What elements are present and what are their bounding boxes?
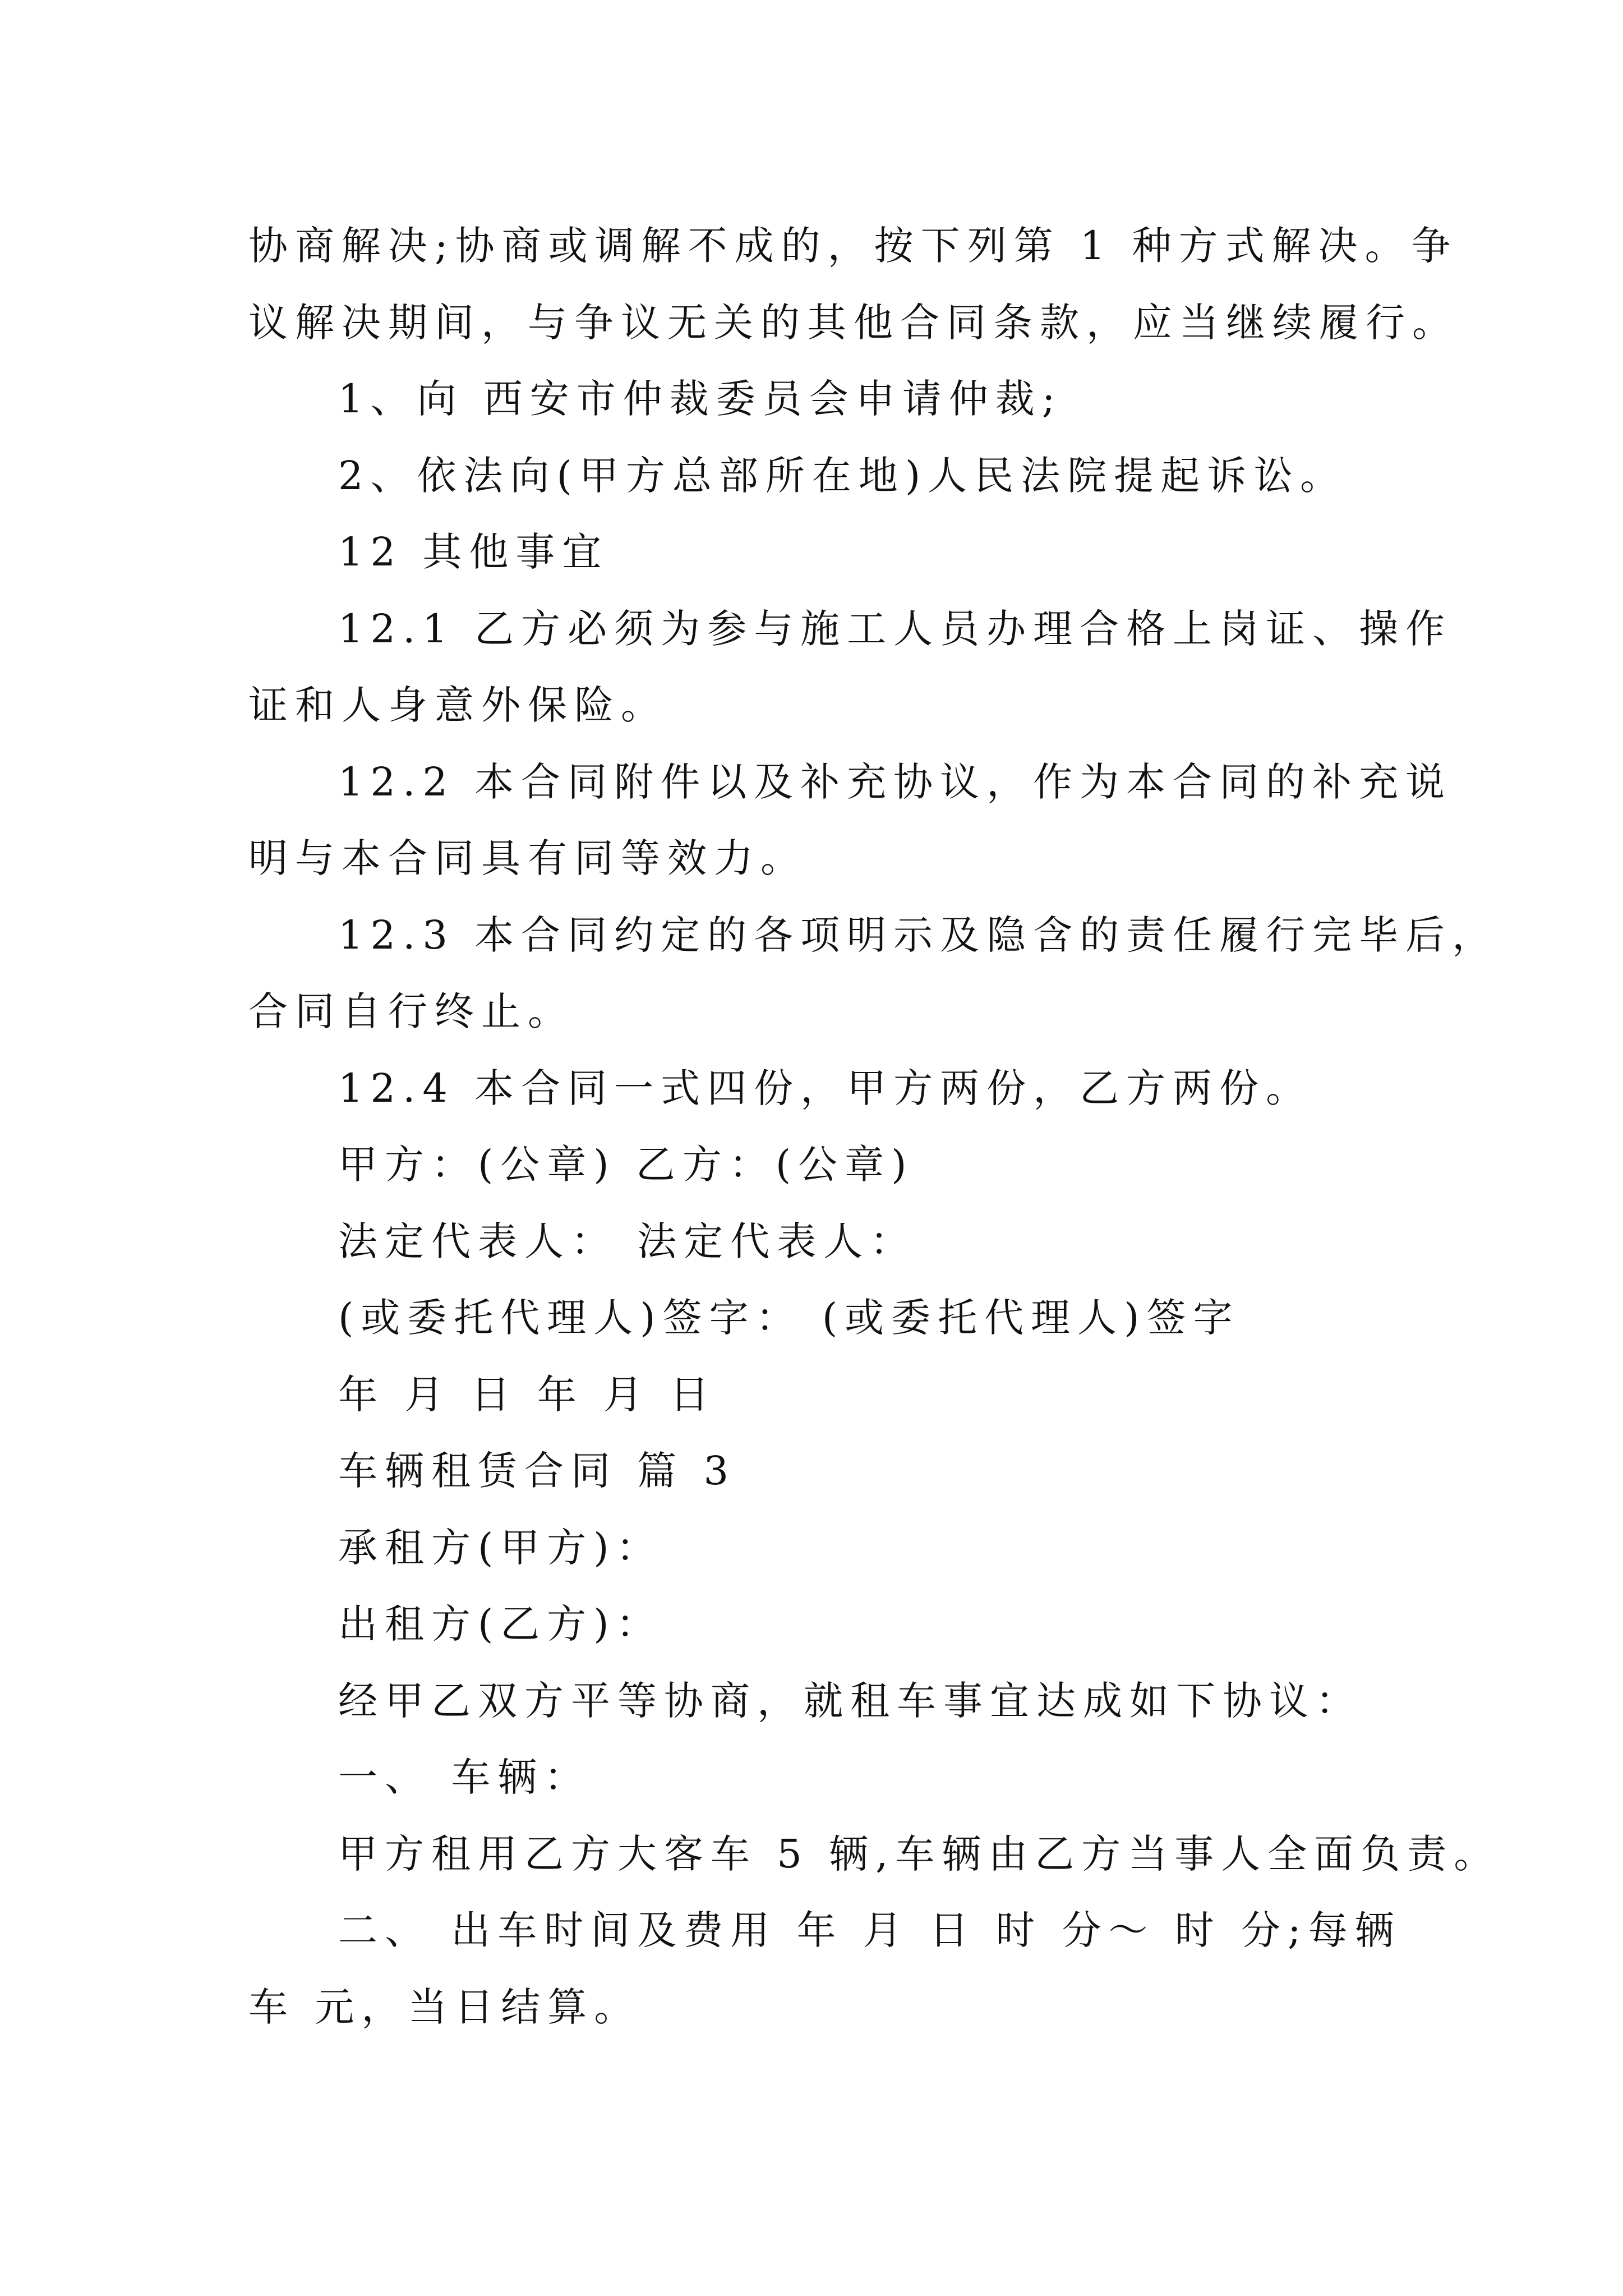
contract-title: 车辆租赁合同 篇 3 <box>338 1448 736 1494</box>
text-line: 协商解决;协商或调解不成的，按下列第 1 种方式解决。争 <box>248 223 1458 269</box>
text-line: 证和人身意外保险。 <box>248 682 667 728</box>
signature-line: 甲方：(公章) 乙方：(公章) <box>338 1142 914 1188</box>
text-line: 2、依法向(甲方总部所在地)人民法院提起诉讼。 <box>338 452 1347 499</box>
text-line: 经甲乙双方平等协商，就租车事宜达成如下协议： <box>338 1677 1362 1724</box>
text-line: 明与本合同具有同等效力。 <box>248 835 807 881</box>
text-line: 合同自行终止。 <box>248 988 574 1034</box>
text-line: 12.3 本合同约定的各项明示及隐含的责任履行完毕后， <box>338 912 1499 958</box>
section-heading: 一、 车辆： <box>338 1754 591 1800</box>
text-line: 车 元，当日结算。 <box>248 1984 641 2030</box>
signature-line: (或委托代理人)签字： (或委托代理人)签字 <box>338 1295 1240 1341</box>
party-line: 出租方(乙方)： <box>338 1601 663 1647</box>
party-line: 承租方(甲方)： <box>338 1524 663 1571</box>
text-line: 1、向 西安市仲裁委员会申请仲裁; <box>338 376 1063 422</box>
date-line: 年 月 日 年 月 日 <box>338 1371 717 1418</box>
text-line: 二、 出车时间及费用 年 月 日 时 分～ 时 分;每辆 <box>338 1907 1401 1953</box>
document-body <box>248 208 1501 2045</box>
text-line: 12.4 本合同一式四份，甲方两份，乙方两份。 <box>338 1065 1313 1111</box>
text-line: 12.2 本合同附件以及补充协议，作为本合同的补充说 <box>338 758 1453 805</box>
signature-line: 法定代表人： 法定代表人： <box>338 1218 917 1264</box>
section-heading: 12 其他事宜 <box>338 529 609 575</box>
text-line: 议解决期间，与争议无关的其他合同条款，应当继续履行。 <box>248 299 1459 346</box>
text-line: 12.1 乙方必须为参与施工人员办理合格上岗证、操作 <box>338 605 1453 652</box>
text-line: 甲方租用乙方大客车 5 辆,车辆由乙方当事人全面负责。 <box>338 1830 1501 1877</box>
